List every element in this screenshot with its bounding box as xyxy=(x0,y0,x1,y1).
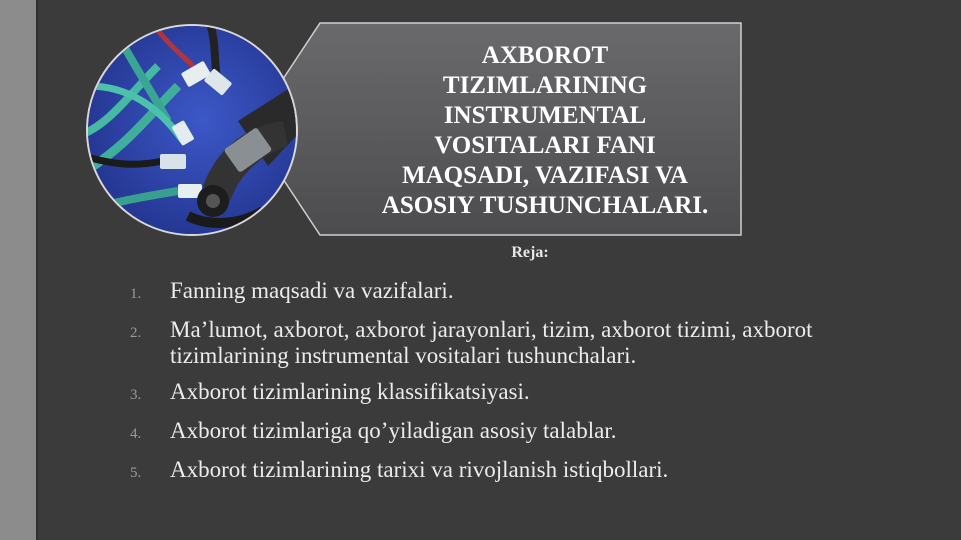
left-accent-strip xyxy=(0,0,36,540)
left-strip-divider xyxy=(36,0,38,540)
plan-item-number: 3. xyxy=(130,387,142,403)
plan-item xyxy=(130,379,930,408)
plan-item-text: Axborot tizimlarining klassifikatsiyasi. xyxy=(170,379,530,404)
plan-item-number: 4. xyxy=(130,426,142,442)
plan-item xyxy=(130,457,930,486)
cables-photo xyxy=(86,24,298,236)
slide-title: AXBOROT TIZIMLARINING INSTRUMENTAL VOSITALARI FANI MAQSADI, VAZIFASI VA ASOSIY TUSHUNCHALARI. xyxy=(381,42,709,219)
plan-item-text: Fanning maqsadi va vazifalari. xyxy=(170,278,454,303)
plan-item-number: 1. xyxy=(130,286,142,302)
plan-item-text: Ma’lumot, axborot, axborot jarayonlari, tizim, axborot tizimi, axborot tizimlarining instrumental vositalari tushunchalari. xyxy=(170,317,813,368)
plan-item-text: Axborot tizimlariga qo’yiladigan asosiy talablar. xyxy=(170,418,617,443)
plan-item xyxy=(130,418,930,447)
plan-heading: Reja: xyxy=(511,244,549,261)
plan-item-number: 2. xyxy=(130,325,142,341)
title-box xyxy=(250,22,742,236)
plan-item xyxy=(130,317,930,369)
network-cable-image xyxy=(88,26,296,234)
plan-item-number: 5. xyxy=(130,465,142,481)
plan-item xyxy=(130,278,930,307)
plan-item-text: Axborot tizimlarining tarixi va rivojlanish istiqbollari. xyxy=(170,457,669,482)
plan-list xyxy=(130,278,930,496)
